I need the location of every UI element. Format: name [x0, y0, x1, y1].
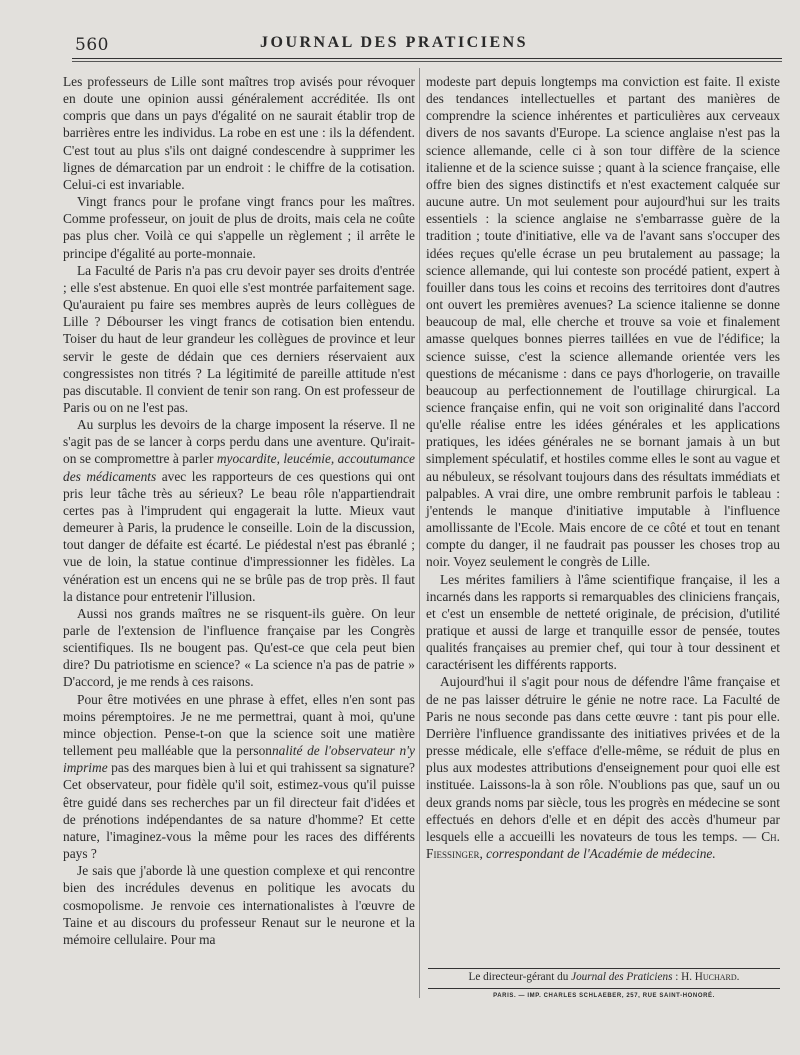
paragraph: modeste part depuis longtemps ma conviction est faite. Il existe des tendances intellectuelles et partant des manières de comprendre la science inhérentes et particulières aux cerveaux divers de nos savants d'Europe. La science anglaise n'est pas la science allemande, celle ci à son tour diffère de la science italienne et de la science suisse ; quant à la science française, elle offre bien des signes distinctifs et n'est exactement calquée sur aucune autre. Un mot seulement pour aujourd'hui sur les traits essentiels : la science anglaise ne s'embarrasse guère de la tradition ; toute d'initiative, elle va de l'avant sans s'occuper des idées reçues qu'elle écrase un peu brutalement au passage; la science allemande, qui lui conteste son procédé patient, expert à fouiller dans tous les coins et recoins des territoires dont d'autres ont ouvert les premières avenues? La science italienne se donne beaucoup de mal, elle cherche et trouve sa voie et finalement amasse quelques bonnes pierres taillées en vue de l'édifice; la science suisse, c'est la science allemande orientée vers les questions de mécanisme : dans ce pays d'horlogerie, on travaille beaucoup au perfectionnement de l'outillage chirurgical. La science française enfin, qui ne voit son originalité dans l'accord qu'elle réalise entre les idées générales et les applications pratiques, les idées générales ne se bornant jamais à un but simplement spéculatif, et hostiles comme elles le sont au vague et au nébuleux, se résolvant toujours dans des résultats immédiats et palpables. A vrai dire, une ombre rembrunit parfois le tableau : j'entends le manque d'initiative imputable à l'influence amollissante de l'Ecole. Mais encore de ce côté et tout en tenant compte du danger, il ne faudrait pas pousser les choses trop au noir. Voyez seulement le congrès de Lille. — [426, 74, 780, 570]
paragraph: Les professeurs de Lille sont maîtres trop avisés pour révoquer en doute une opinion aussi généralement accréditée. Ils ont compris que dans un pays d'égalité on ne saurait établir trop de barrières entre les individus. La robe en est une : ils la défendent. C'est tout au plus s'ils ont daigné condescendre à supprimer les lignes de démarcation par un endroit : le chiffre de la cotisation. Celui-ci est invariable. — [63, 74, 415, 192]
paragraph — [63, 691, 415, 863]
journal-name: Journal des Praticiens — [571, 971, 673, 983]
director-line — [428, 971, 780, 983]
header-rule — [72, 58, 782, 62]
column-divider — [419, 68, 420, 998]
paragraph: Les mérites familiers à l'âme scientifique française, il les a incarnés dans les rapports si remarquables des cliniciens français, et c'est un ensemble de netteté originale, de précision, d'utilité pratique et aussi de large et tranquille essor de pensée, toutes qualités françaises au premier chef, qui tour à tour dessinent et caractérisent les différents rapports. — [426, 571, 780, 673]
text-run: Pour être motivées en une phrase à effet, elles n'en sont pas moins péremptoires. Je ne me permettrai, quant à moi, qu'une mince objection. Pense-t-on que la science soit une matière tellement peu malléable que la person — [63, 691, 415, 759]
text-run: Aujourd'hui il s'agit pour nous de défendre l'âme française et de ne pas laisser détruire le génie ne notre race. La Faculté de Paris ne nous seconde pas dans cette œuvre : tant pis pour elle. Derrière l'influence grandissante des initiatives privées et de la presse médicale, elle s'efface d'elle-même, se réduit de plus en plus aux modestes attributions d'enseignement pour quoi elle est instituée. Laissons-la à son rôle. N'oublions pas que, sauf un ou deux grands noms par siècle, tous les progrès en médecine se sont effectués en dehors d'elle et en dépit des accès d'humeur par lesquels elle a accueilli les novateurs de tous les temps. — — [426, 674, 780, 844]
footer-rule — [428, 968, 780, 969]
paragraph — [426, 673, 780, 862]
director-name: : H. Huchard. — [672, 971, 740, 983]
text-run: pas des marques bien à lui et qui trahissent sa signature? Cet observateur, pour fidèle qu'il soit, estimez-vous qu'il puisse être guidé dans ses recherches par un fil directeur fait d'idées et de prénotions indépendantes de sa nature d'homme? Et cette nature, l'imaginez-vous la même pour les races des différents pays ? — [63, 760, 415, 862]
paragraph: La Faculté de Paris n'a pas cru devoir payer ses droits d'entrée ; elle s'est abstenue. En quoi elle s'est montrée parfaitement sage. Qu'auraient pu faire ses membres auprès de leurs collègues de Lille ? Débourser les vingt francs de cotisation bien entendu. Toiser du haut de leur grandeur les collègues de province et leur servir le geste de dédain que ces derniers réservaient aux congressistes non titrés ? La légitimité de pareille attitude n'est pas discutable. Il convient de tenir son rang. On est professeur de Paris ou on ne l'est pas. — [63, 262, 415, 415]
paragraph: Vingt francs pour le profane vingt francs pour les maîtres. Comme professeur, on jouit de plus de droits, mais cela ne coûte pas plus cher. Voilà ce qui s'appelle un règlement ; il arrête le principe d'égalité au porte-monnaie. — [63, 194, 415, 261]
author-name: Ch. Fiessinger, — [426, 828, 780, 862]
page-number: 560 — [75, 35, 109, 55]
text-run: avec les rapporteurs de ces questions qui ont pris leur tâche très au sérieux? Le beau rôle n'appartiendrait certes pas à l'imprudent qui engagerait la lutte. Mieux vaut demeurer à Paris, la prudence le conseille. Loin de la discussion, tout danger de défaite est écarté. Le piédestal n'est pas ébranlé ; vue de loin, la statue continue d'impressionner les fidèles. La vénération est un encens qui ne se brûle pas de trop près. Il faut la distance pour entretenir l'illusion. — [63, 468, 415, 604]
printer-imprint: PARIS. — IMP. CHARLES SCHLAEBER, 257, RUE SAINT-HONORÉ. — [493, 993, 715, 999]
paragraph: Aussi nos grands maîtres ne se risquent-ils guère. On leur parle de l'extension de l'influence française par les Congrès scientifiques. Ils ne bougent pas. Qu'est-ce que cela peut bien dire? Du patriotisme en science? « La science n'a pas de patrie » D'accord, je me rends à ces raisons. — [63, 605, 415, 690]
running-head: JOURNAL DES PRATICIENS — [260, 34, 529, 51]
italic-terms: myocardite, leucémie, accoutumance des médicaments — [63, 451, 415, 484]
paragraph — [63, 416, 415, 605]
italic-phrase: nalité de l'observateur n'y imprime — [63, 743, 415, 776]
author-title: correspondant de l'Académie de médecine. — [486, 846, 716, 862]
paragraph: Je sais que j'aborde là une question complexe et qui rencontre bien des incrédules devenus en politique les avocats du cosmopolisme. Je renvoie ces internationalistes à l'œuvre de Taine et au discours du professeur Renaut sur le neurone et la mémoire cellulaire. Pour ma — [63, 863, 415, 947]
right-column — [426, 73, 780, 862]
footer-rule — [428, 988, 780, 989]
text-run: Au surplus les devoirs de la charge imposent la réserve. Il ne s'agit pas de se lancer à corps perdu dans une aventure. Qu'irait-on se compromettre à parler — [63, 417, 415, 467]
left-column — [63, 73, 415, 948]
text-run: Le directeur-gérant du — [468, 971, 572, 983]
